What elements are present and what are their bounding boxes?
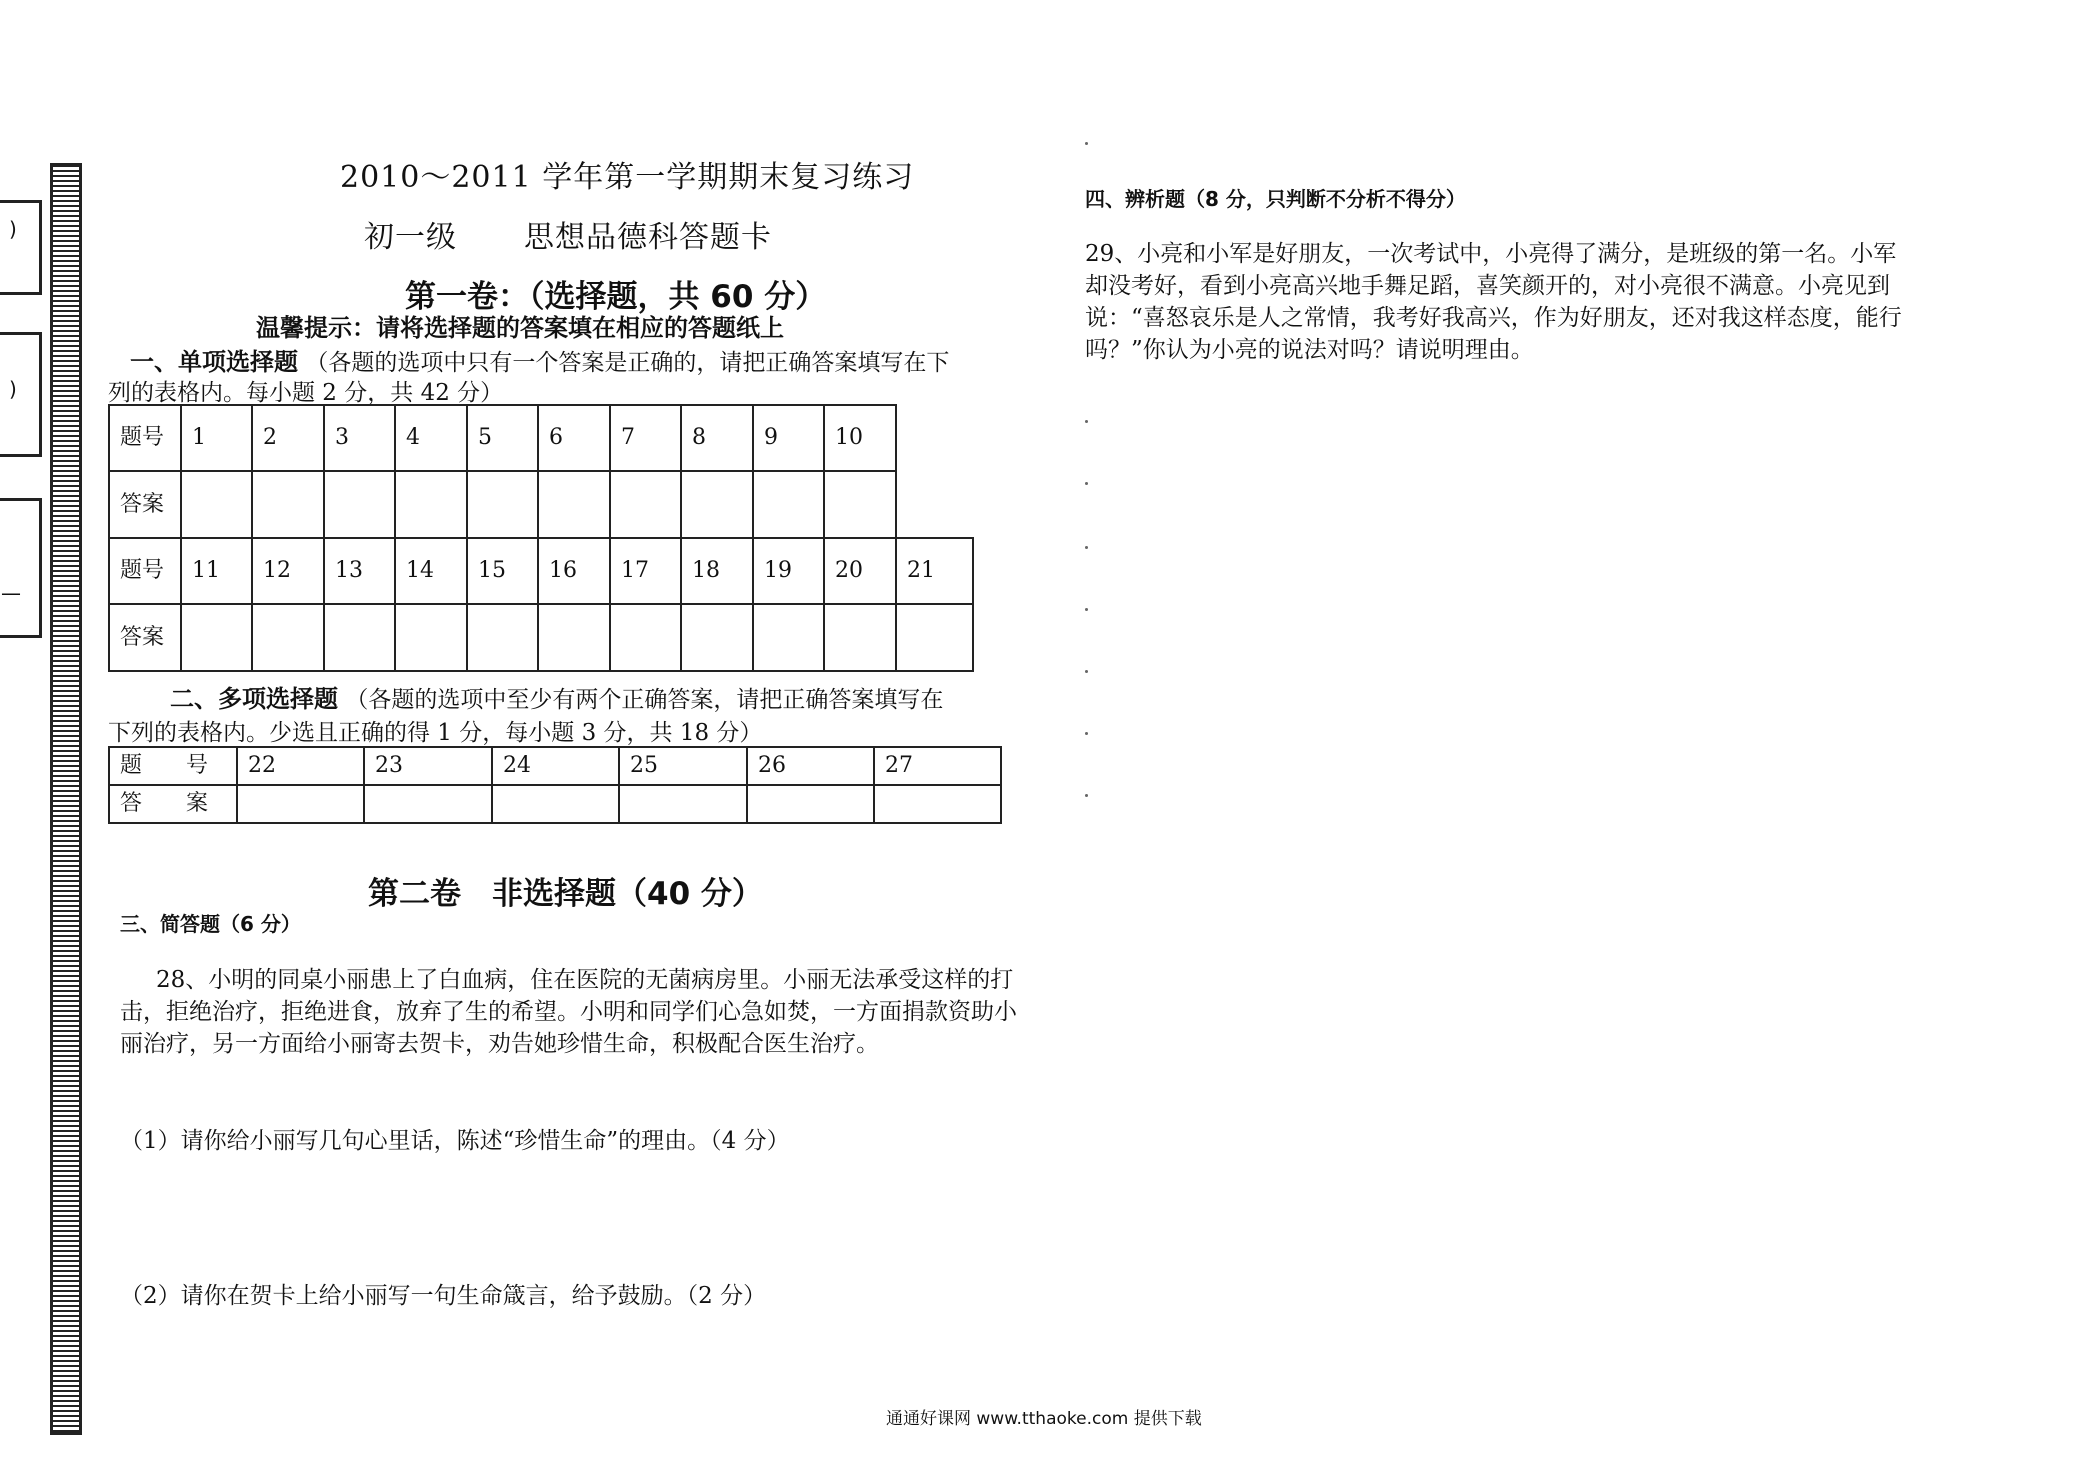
question-number: 13 xyxy=(324,538,395,604)
question-number: 27 xyxy=(874,747,1001,785)
answer-cell[interactable] xyxy=(181,604,252,671)
table-row xyxy=(109,405,973,471)
question-number: 24 xyxy=(492,747,619,785)
answer-cell[interactable] xyxy=(237,785,364,823)
question-number: 2 xyxy=(252,405,324,471)
question-number: 17 xyxy=(610,538,681,604)
binding-box-2 xyxy=(0,332,42,457)
section1-heading: 一、单项选择题 xyxy=(130,348,298,376)
section2-instruction-b: 下列的表格内。少选且正确的得 1 分，每小题 3 分，共 18 分） xyxy=(108,720,763,746)
margin-dot xyxy=(1085,794,1088,797)
question-number: 12 xyxy=(252,538,324,604)
row-label-question: 题 号 xyxy=(109,747,237,785)
answer-cell[interactable] xyxy=(538,604,610,671)
binding-mark-3: — xyxy=(1,581,21,605)
answer-cell[interactable] xyxy=(395,604,467,671)
exam-title: 2010～2011 学年第一学期期末复习练习 xyxy=(340,160,915,195)
question-28-part-2: （2）请你在贺卡上给小丽写一句生命箴言，给予鼓励。（2 分） xyxy=(120,1283,767,1309)
binding-box-3 xyxy=(0,498,42,638)
row-label-answer: 答案 xyxy=(109,471,181,538)
question-number: 1 xyxy=(181,405,252,471)
question-number: 5 xyxy=(467,405,538,471)
part2-title: 第二卷 非选择题（40 分） xyxy=(368,876,763,912)
question-number: 15 xyxy=(467,538,538,604)
answer-cell[interactable] xyxy=(753,604,824,671)
footer-credit: 通通好课网 www.tthaoke.com 提供下载 xyxy=(886,1409,1202,1429)
question-28-part-1: （1）请你给小丽写几句心里话，陈述“珍惜生命”的理由。（4 分） xyxy=(120,1128,790,1154)
question-number: 16 xyxy=(538,538,610,604)
question-number: 10 xyxy=(824,405,896,471)
table-row xyxy=(109,785,1001,823)
row-label-answer: 答 案 xyxy=(109,785,237,823)
margin-dot xyxy=(1085,608,1088,611)
table-row xyxy=(109,471,973,538)
question-number: 18 xyxy=(681,538,753,604)
margin-dot xyxy=(1085,482,1088,485)
answer-cell[interactable] xyxy=(395,471,467,538)
margin-dot xyxy=(1085,546,1088,549)
section1-instruction-b: 列的表格内。每小题 2 分，共 42 分） xyxy=(108,380,504,406)
answer-cell[interactable] xyxy=(896,604,973,671)
section1-intro xyxy=(130,342,949,377)
section3-heading: 三、简答题（6 分） xyxy=(120,912,301,936)
answer-cell[interactable] xyxy=(538,471,610,538)
answer-cell[interactable] xyxy=(181,471,252,538)
answer-cell[interactable] xyxy=(324,471,395,538)
section2-intro xyxy=(170,679,943,714)
row-label-answer: 答案 xyxy=(109,604,181,671)
answer-cell[interactable] xyxy=(824,604,896,671)
grade-label: 初一级 xyxy=(364,220,457,255)
part1-tip: 温馨提示：请将选择题的答案填在相应的答题纸上 xyxy=(256,314,784,342)
section1-instruction-a: （各题的选项中只有一个答案是正确的，请把正确答案填写在下 xyxy=(305,350,950,376)
binding-box-1 xyxy=(0,200,42,295)
answer-cell[interactable] xyxy=(252,471,324,538)
question-29-text: 29、小亮和小军是好朋友，一次考试中，小亮得了满分，是班级的第一名。小军却没考好，看到小亮高兴地手舞足蹈，喜笑颜开的，对小亮很不满意。小亮见到说：“喜怒哀乐是人之常情，我考好我高兴，作为好朋友，还对我这样态度，能行吗？”你认为小亮的说法对吗？请说明理由。 xyxy=(1085,241,1902,363)
question-number: 11 xyxy=(181,538,252,604)
answer-cell[interactable] xyxy=(610,604,681,671)
multiple-choice-table xyxy=(108,746,1002,824)
answer-cell[interactable] xyxy=(467,604,538,671)
table-row xyxy=(109,538,973,604)
binding-mark-2: ) xyxy=(9,377,17,401)
question-number: 9 xyxy=(753,405,824,471)
answer-cell[interactable] xyxy=(681,471,753,538)
question-number: 19 xyxy=(753,538,824,604)
answer-cell[interactable] xyxy=(252,604,324,671)
row-label-question: 题号 xyxy=(109,538,181,604)
section2-heading: 二、多项选择题 xyxy=(170,685,338,713)
question-number: 8 xyxy=(681,405,753,471)
margin-dot xyxy=(1085,670,1088,673)
section4-heading: 四、辨析题（8 分，只判断不分析不得分） xyxy=(1085,187,1466,211)
binding-strip xyxy=(50,163,82,1435)
margin-dot xyxy=(1085,732,1088,735)
question-number: 26 xyxy=(747,747,874,785)
table-row xyxy=(109,747,1001,785)
answer-cell[interactable] xyxy=(610,471,681,538)
empty-cell xyxy=(896,405,973,471)
question-number: 6 xyxy=(538,405,610,471)
binding-mark-1: ) xyxy=(9,217,17,241)
question-number: 20 xyxy=(824,538,896,604)
answer-card-title: 思想品德科答题卡 xyxy=(524,220,772,255)
row-label-question: 题号 xyxy=(109,405,181,471)
question-number: 7 xyxy=(610,405,681,471)
answer-cell[interactable] xyxy=(324,604,395,671)
question-number: 3 xyxy=(324,405,395,471)
answer-cell[interactable] xyxy=(492,785,619,823)
answer-cell[interactable] xyxy=(619,785,747,823)
question-number: 22 xyxy=(237,747,364,785)
margin-dot xyxy=(1085,142,1088,145)
answer-cell[interactable] xyxy=(824,471,896,538)
answer-cell[interactable] xyxy=(467,471,538,538)
table-row xyxy=(109,604,973,671)
answer-cell[interactable] xyxy=(874,785,1001,823)
empty-cell xyxy=(896,471,973,538)
single-choice-table xyxy=(108,404,974,672)
question-number: 25 xyxy=(619,747,747,785)
answer-cell[interactable] xyxy=(364,785,492,823)
part1-title: 第一卷：（选择题，共 60 分） xyxy=(405,279,827,315)
margin-dot xyxy=(1085,420,1088,423)
question-number: 21 xyxy=(896,538,973,604)
answer-cell[interactable] xyxy=(753,471,824,538)
question-number: 23 xyxy=(364,747,492,785)
question-28-text: 28、小明的同桌小丽患上了白血病，住在医院的无菌病房里。小丽无法承受这样的打击，拒绝治疗，拒绝进食，放弃了生的希望。小明和同学们心急如焚，一方面捐款资助小丽治疗，另一方面给小丽寄去贺卡，劝告她珍惜生命，积极配合医生治疗。 xyxy=(120,967,1017,1057)
answer-cell[interactable] xyxy=(747,785,874,823)
question-number: 4 xyxy=(395,405,467,471)
question-number: 14 xyxy=(395,538,467,604)
section2-instruction-a: （各题的选项中至少有两个正确答案，请把正确答案填写在 xyxy=(345,687,944,713)
answer-cell[interactable] xyxy=(681,604,753,671)
